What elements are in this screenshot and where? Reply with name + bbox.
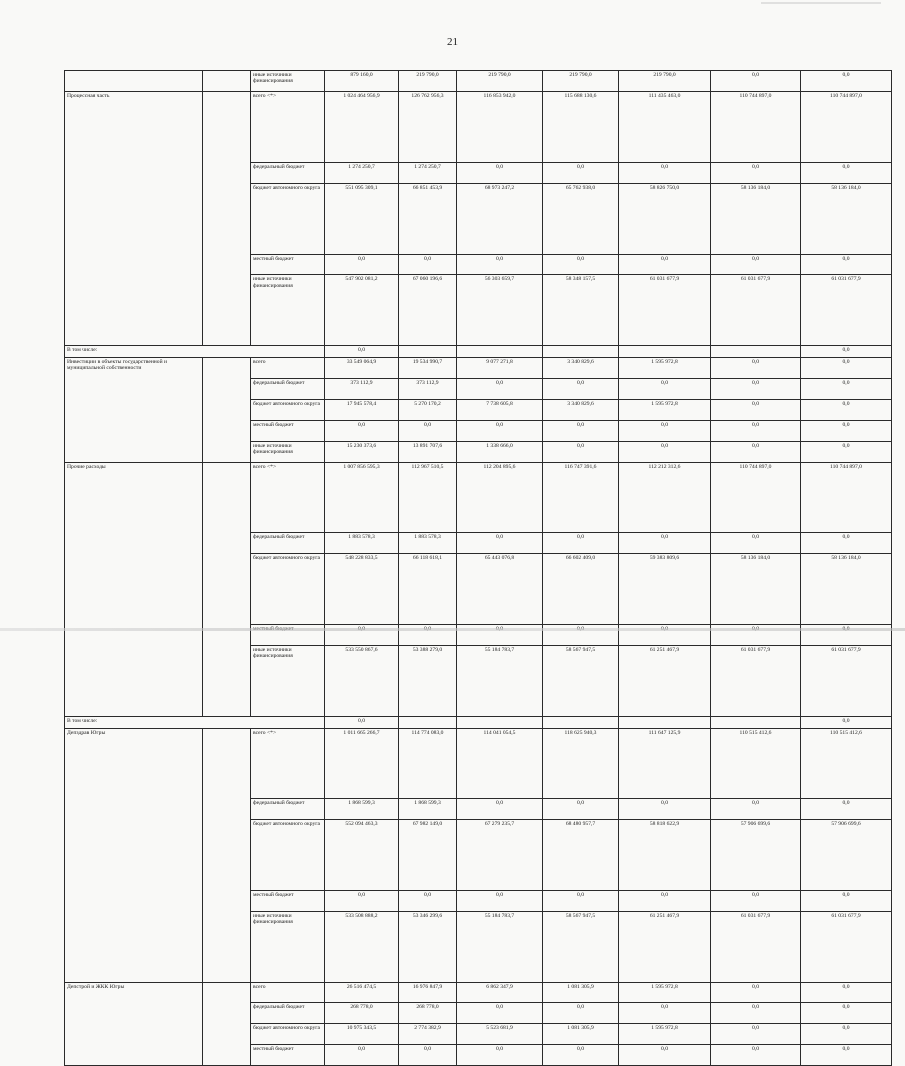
table-cell-value: 1 883 578,3 — [399, 533, 457, 554]
table-cell-value: 0,0 — [801, 799, 892, 820]
table-cell-value: 548 228 833,5 — [325, 554, 399, 625]
table-cell-value: 112 967 510,5 — [399, 462, 457, 533]
table-cell-value: 13 891 707,6 — [399, 441, 457, 462]
row-group-label: Процессная часть — [65, 92, 203, 346]
table-cell-value: 0,0 — [619, 441, 711, 462]
table-cell-empty — [619, 716, 711, 728]
table-cell-value: 110 744 897,0 — [711, 462, 801, 533]
table-cell-value: 0,0 — [711, 891, 801, 912]
table-cell-value: 58 136 184,0 — [801, 554, 892, 625]
funding-source-cell: иные источники финансирования — [251, 441, 325, 462]
table-cell-value: 0,0 — [543, 1045, 619, 1066]
funding-source-cell: местный бюджет — [251, 254, 325, 275]
table-cell-value: 56 303 659,7 — [457, 275, 543, 346]
row-group-label: В том числе: — [65, 716, 325, 728]
table-cell-value: 1 274 250,7 — [325, 162, 399, 183]
table-cell-value: 118 625 940,3 — [543, 728, 619, 799]
table-cell-value: 1 081 305,9 — [543, 982, 619, 1003]
funding-source-cell: федеральный бюджет — [251, 1003, 325, 1024]
funding-source-cell: иные источники финансирования — [251, 275, 325, 346]
table-cell-value: 533 550 867,6 — [325, 645, 399, 716]
table-cell-value: 0,0 — [711, 399, 801, 420]
table-cell-value: 373 112,9 — [399, 378, 457, 399]
table-cell-value: 0,0 — [711, 799, 801, 820]
funding-source-cell: бюджет автономного округа — [251, 399, 325, 420]
funding-source-cell: местный бюджет — [251, 420, 325, 441]
row-group-executor — [203, 71, 251, 92]
table-cell-value: 0,0 — [711, 358, 801, 379]
table-cell-value: 0,0 — [457, 799, 543, 820]
table-cell-value: 66 118 618,1 — [399, 554, 457, 625]
table-cell-value: 0,0 — [399, 1045, 457, 1066]
table-cell-empty — [543, 716, 619, 728]
table-cell-value: 0,0 — [325, 716, 399, 728]
table-cell-value: 110 744 897,0 — [801, 92, 892, 163]
funding-source-cell: бюджет автономного округа — [251, 820, 325, 891]
funding-source-cell: федеральный бюджет — [251, 162, 325, 183]
table-cell-value: 0,0 — [801, 358, 892, 379]
table-cell-value: 0,0 — [543, 891, 619, 912]
table-cell-value: 0,0 — [801, 378, 892, 399]
table-row-subheading — [65, 716, 892, 728]
table-cell-value: 0,0 — [543, 441, 619, 462]
funding-source-cell: иные источники финансирования — [251, 911, 325, 982]
row-group-executor — [203, 358, 251, 463]
funding-source-cell: бюджет автономного округа — [251, 554, 325, 625]
table-cell-value: 58 136 184,0 — [711, 554, 801, 625]
table-cell-value: 0,0 — [801, 162, 892, 183]
table-cell-value: 58 567 947,5 — [543, 645, 619, 716]
budget-table — [64, 70, 892, 1066]
row-group-label: Депстрой и ЖКК Югры — [65, 982, 203, 1066]
funding-source-cell: федеральный бюджет — [251, 533, 325, 554]
funding-source-cell: иные источники финансирования — [251, 71, 325, 92]
table-cell-value: 58 136 184,0 — [711, 183, 801, 254]
table-cell-empty — [457, 346, 543, 358]
table-cell-value: 0,0 — [457, 1003, 543, 1024]
table-cell-value: 61 031 677,9 — [711, 911, 801, 982]
table-cell-value: 0,0 — [711, 420, 801, 441]
table-cell-value: 112 204 895,6 — [457, 462, 543, 533]
table-cell-value: 219 790,0 — [399, 71, 457, 92]
table-cell-value: 0,0 — [325, 346, 399, 358]
table-cell-value: 66 602 409,0 — [543, 554, 619, 625]
table-cell-value: 33 549 064,9 — [325, 358, 399, 379]
funding-source-cell: бюджет автономного округа — [251, 1024, 325, 1045]
table-cell-value: 3 340 829,6 — [543, 358, 619, 379]
row-group-label: Депздрав Югры — [65, 728, 203, 982]
table-cell-empty — [399, 716, 457, 728]
row-group-label — [65, 71, 203, 92]
table-cell-value: 55 184 783,7 — [457, 645, 543, 716]
table-cell-value: 6 862 347,9 — [457, 982, 543, 1003]
table-cell-value: 551 095 309,1 — [325, 183, 399, 254]
scan-artifact-top — [761, 2, 881, 4]
table-cell-value: 67 060 196,6 — [399, 275, 457, 346]
table-cell-value: 0,0 — [619, 378, 711, 399]
table-cell-value: 0,0 — [619, 254, 711, 275]
table-cell-value: 61 031 677,9 — [801, 645, 892, 716]
table-cell-value: 0,0 — [801, 533, 892, 554]
budget-table-wrap — [64, 70, 892, 1066]
table-cell-value: 0,0 — [711, 441, 801, 462]
table-cell-value: 58 348 157,5 — [543, 275, 619, 346]
table-cell-value: 68 973 247,2 — [457, 183, 543, 254]
table-cell-value: 0,0 — [711, 162, 801, 183]
table-cell-value: 1 868 599,3 — [325, 799, 399, 820]
table-cell-value: 0,0 — [801, 1045, 892, 1066]
row-group-executor — [203, 92, 251, 346]
table-cell-empty — [399, 346, 457, 358]
table-cell-value: 0,0 — [325, 420, 399, 441]
table-cell-value: 1 595 972,8 — [619, 399, 711, 420]
table-cell-value: 0,0 — [543, 420, 619, 441]
table-cell-value: 268 778,0 — [399, 1003, 457, 1024]
table-cell-value: 0,0 — [325, 254, 399, 275]
table-cell-value: 0,0 — [543, 799, 619, 820]
table-cell-value: 126 762 956,3 — [399, 92, 457, 163]
table-cell-value: 114 041 054,5 — [457, 728, 543, 799]
table-cell-value: 533 508 888,2 — [325, 911, 399, 982]
table-cell-value: 61 031 677,9 — [801, 275, 892, 346]
table-cell-value: 110 744 897,0 — [801, 462, 892, 533]
funding-source-cell: всего <*> — [251, 728, 325, 799]
table-cell-value: 0,0 — [711, 982, 801, 1003]
table-cell-value: 0,0 — [801, 254, 892, 275]
table-cell-value: 0,0 — [619, 420, 711, 441]
table-cell-value: 61 031 677,9 — [619, 275, 711, 346]
funding-source-cell: местный бюджет — [251, 1045, 325, 1066]
table-cell-value: 19 534 990,7 — [399, 358, 457, 379]
funding-source-cell: местный бюджет — [251, 891, 325, 912]
table-cell-value: 0,0 — [619, 799, 711, 820]
funding-source-cell: федеральный бюджет — [251, 799, 325, 820]
table-cell-value: 0,0 — [619, 533, 711, 554]
table-cell-value: 55 184 783,7 — [457, 911, 543, 982]
table-cell-value: 5 523 681,9 — [457, 1024, 543, 1045]
table-cell-value: 0,0 — [801, 346, 892, 358]
table-cell-value: 0,0 — [711, 533, 801, 554]
table-cell-value: 0,0 — [619, 891, 711, 912]
table-cell-value: 0,0 — [711, 378, 801, 399]
table-cell-value: 0,0 — [619, 1045, 711, 1066]
table-cell-value: 547 902 081,2 — [325, 275, 399, 346]
funding-source-cell: иные источники финансирования — [251, 645, 325, 716]
table-cell-value: 110 515 412,6 — [711, 728, 801, 799]
table-cell-value: 0,0 — [801, 891, 892, 912]
table-cell-value: 0,0 — [457, 254, 543, 275]
table-cell-value: 0,0 — [801, 420, 892, 441]
table-cell-value: 1 011 665 266,7 — [325, 728, 399, 799]
table-cell-value: 0,0 — [711, 1045, 801, 1066]
table-cell-value: 0,0 — [801, 1024, 892, 1045]
table-cell-value: 116 747 391,6 — [543, 462, 619, 533]
table-cell-value: 61 031 677,9 — [801, 911, 892, 982]
table-cell-value: 0,0 — [457, 162, 543, 183]
table-cell-value: 219 790,0 — [543, 71, 619, 92]
table-cell-value: 110 515 412,6 — [801, 728, 892, 799]
table-cell-value: 10 975 343,5 — [325, 1024, 399, 1045]
funding-source-cell: всего <*> — [251, 462, 325, 533]
table-cell-value: 1 595 972,8 — [619, 1024, 711, 1045]
table-cell-value: 65 762 938,0 — [543, 183, 619, 254]
table-cell-value: 15 230 373,6 — [325, 441, 399, 462]
table-cell-value: 0,0 — [457, 420, 543, 441]
table-row — [65, 462, 892, 533]
table-cell-value: 110 744 897,0 — [711, 92, 801, 163]
table-cell-value: 61 251 467,9 — [619, 911, 711, 982]
row-group-executor — [203, 982, 251, 1066]
table-cell-value: 68 480 957,7 — [543, 820, 619, 891]
table-cell-value: 0,0 — [801, 71, 892, 92]
table-cell-value: 58 826 750,0 — [619, 183, 711, 254]
table-cell-value: 0,0 — [457, 891, 543, 912]
table-cell-value: 219 790,0 — [457, 71, 543, 92]
table-cell-value: 1 595 972,8 — [619, 358, 711, 379]
table-cell-value: 112 212 312,6 — [619, 462, 711, 533]
table-cell-empty — [711, 346, 801, 358]
table-cell-value: 0,0 — [457, 1045, 543, 1066]
table-cell-value: 552 094 463,3 — [325, 820, 399, 891]
funding-source-cell: федеральный бюджет — [251, 378, 325, 399]
table-cell-value: 0,0 — [457, 533, 543, 554]
table-cell-empty — [619, 346, 711, 358]
table-cell-value: 16 976 847,9 — [399, 982, 457, 1003]
table-cell-value: 57 906 699,6 — [711, 820, 801, 891]
table-cell-value: 58 136 184,0 — [801, 183, 892, 254]
funding-source-cell: бюджет автономного округа — [251, 183, 325, 254]
row-group-label: Прочие расходы — [65, 462, 203, 716]
table-cell-value: 57 906 699,6 — [801, 820, 892, 891]
table-cell-value: 879 160,0 — [325, 71, 399, 92]
table-cell-value: 0,0 — [711, 254, 801, 275]
table-row — [65, 71, 892, 92]
table-cell-value: 61 251 467,9 — [619, 645, 711, 716]
table-row — [65, 728, 892, 799]
table-cell-value: 0,0 — [325, 891, 399, 912]
table-cell-value: 17 945 578,4 — [325, 399, 399, 420]
table-cell-value: 26 516 474,5 — [325, 982, 399, 1003]
table-cell-value: 1 007 856 595,3 — [325, 462, 399, 533]
table-cell-value: 59 383 809,6 — [619, 554, 711, 625]
table-row-subheading — [65, 346, 892, 358]
table-cell-value: 1 024 464 956,9 — [325, 92, 399, 163]
row-group-label: В том числе: — [65, 346, 325, 358]
table-cell-value: 1 081 305,9 — [543, 1024, 619, 1045]
table-cell-value: 53 346 299,6 — [399, 911, 457, 982]
table-cell-value: 1 595 972,8 — [619, 982, 711, 1003]
table-cell-value: 0,0 — [711, 71, 801, 92]
table-cell-value: 5 270 170,2 — [399, 399, 457, 420]
table-row — [65, 92, 892, 163]
table-row — [65, 358, 892, 379]
table-cell-value: 0,0 — [801, 1003, 892, 1024]
row-group-executor — [203, 728, 251, 982]
table-cell-value: 0,0 — [711, 1003, 801, 1024]
table-cell-value: 0,0 — [399, 254, 457, 275]
table-cell-value: 0,0 — [325, 1045, 399, 1066]
table-cell-value: 114 774 083,0 — [399, 728, 457, 799]
table-cell-value: 219 790,0 — [619, 71, 711, 92]
table-cell-value: 115 688 130,6 — [543, 92, 619, 163]
table-cell-value: 0,0 — [619, 1003, 711, 1024]
funding-source-cell: всего — [251, 982, 325, 1003]
table-cell-value: 0,0 — [801, 441, 892, 462]
table-cell-value: 1 338 666,0 — [457, 441, 543, 462]
table-cell-value: 116 853 942,0 — [457, 92, 543, 163]
table-cell-value: 0,0 — [711, 1024, 801, 1045]
page-number: 21 — [447, 36, 458, 48]
table-cell-value: 0,0 — [457, 378, 543, 399]
table-cell-empty — [543, 346, 619, 358]
table-cell-value: 67 279 235,7 — [457, 820, 543, 891]
funding-source-cell: всего <*> — [251, 92, 325, 163]
table-cell-value: 1 274 250,7 — [399, 162, 457, 183]
table-cell-value: 0,0 — [399, 420, 457, 441]
table-cell-value: 3 340 829,6 — [543, 399, 619, 420]
table-cell-value: 0,0 — [543, 533, 619, 554]
table-cell-value: 58 818 622,9 — [619, 820, 711, 891]
table-cell-value: 61 031 677,9 — [711, 275, 801, 346]
table-cell-value: 65 443 076,8 — [457, 554, 543, 625]
table-row — [65, 982, 892, 1003]
table-cell-value: 9 077 271,8 — [457, 358, 543, 379]
table-cell-value: 0,0 — [619, 162, 711, 183]
table-cell-value: 0,0 — [543, 254, 619, 275]
budget-table-body — [65, 71, 892, 1066]
table-cell-value: 53 388 279,0 — [399, 645, 457, 716]
table-cell-value: 61 031 677,9 — [711, 645, 801, 716]
table-cell-value: 111 647 125,9 — [619, 728, 711, 799]
table-cell-empty — [457, 716, 543, 728]
table-cell-value: 2 774 382,9 — [399, 1024, 457, 1045]
row-group-executor — [203, 462, 251, 716]
table-cell-value: 0,0 — [543, 1003, 619, 1024]
table-cell-value: 66 851 453,9 — [399, 183, 457, 254]
table-cell-value: 0,0 — [801, 982, 892, 1003]
table-cell-value: 0,0 — [801, 716, 892, 728]
table-cell-value: 0,0 — [543, 162, 619, 183]
table-cell-value: 58 567 947,5 — [543, 911, 619, 982]
table-cell-value: 373 112,9 — [325, 378, 399, 399]
table-cell-value: 1 868 599,3 — [399, 799, 457, 820]
table-cell-value: 0,0 — [543, 378, 619, 399]
table-cell-value: 67 982 149,0 — [399, 820, 457, 891]
table-cell-value: 1 883 578,3 — [325, 533, 399, 554]
table-cell-value: 111 435 463,0 — [619, 92, 711, 163]
table-cell-value: 0,0 — [801, 399, 892, 420]
scan-artifact-bottom — [0, 628, 905, 631]
funding-source-cell: всего — [251, 358, 325, 379]
table-cell-empty — [711, 716, 801, 728]
table-cell-value: 7 738 605,8 — [457, 399, 543, 420]
table-cell-value: 268 778,0 — [325, 1003, 399, 1024]
row-group-label: Инвестиции в объекты государственной и муниципальной собственности — [65, 358, 203, 463]
table-cell-value: 0,0 — [399, 891, 457, 912]
